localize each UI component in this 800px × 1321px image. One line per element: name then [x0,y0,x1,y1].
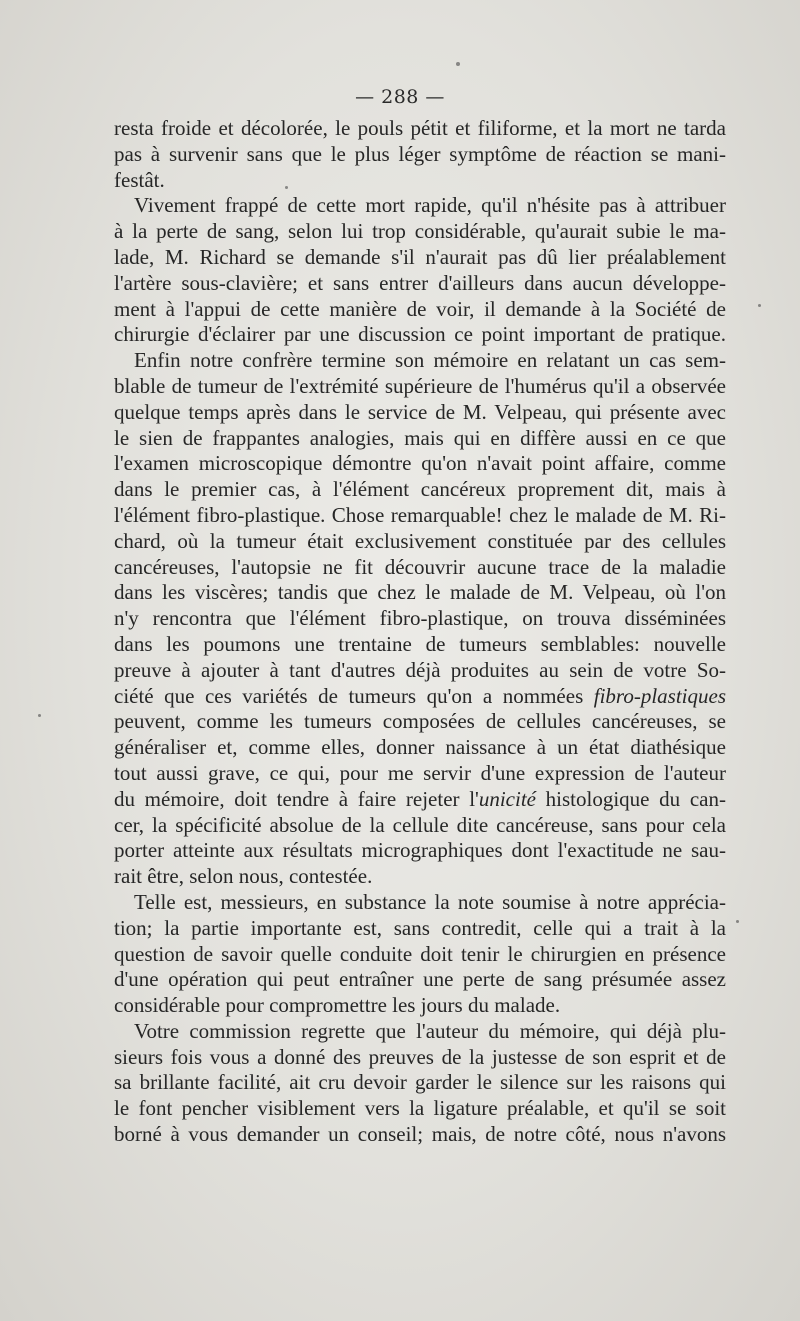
text-line: le sien de frappantes analogies, mais qui en diffère aussi en ce que [114,425,726,450]
text-line: preuve à ajouter à tant d'autres déjà produites au sein de votre So- [114,657,726,682]
text-line: quelque temps après dans le service de M. Velpeau, qui présente avec [114,399,726,424]
text-line: cancéreuses, l'autopsie ne fit découvrir aucune trace de la maladie [114,554,726,579]
text-line: ment à l'appui de cette manière de voir, il demande à la Société de [114,296,726,321]
text-line: l'artère sous-clavière; et sans entrer d'ailleurs dans aucun développe- [114,270,726,295]
text-line: lade, M. Richard se demande s'il n'aurait pas dû lier préalablement [114,244,726,269]
paragraph [114,890,726,1019]
italic-term: fibro-plastiques [593,683,726,708]
text-line: sieurs fois vous a donné des preuves de la justesse de son esprit et de [114,1044,726,1069]
text-line: tout aussi grave, ce qui, pour me servir d'une expression de l'auteur [114,760,726,785]
text-line: sa brillante facilité, ait cru devoir garder le silence sur les raisons qui [114,1070,726,1095]
text-line: n'y rencontra que l'élément fibro-plastique, on trouva disséminées [114,606,726,631]
text-line: généraliser et, comme elles, donner naissance à un état diathésique [114,735,726,760]
text-line: rait être, selon nous, contestée. [114,864,373,889]
text-line: l'élément fibro-plastique. Chose remarquable! chez le malade de M. Ri- [114,502,726,527]
text-line: le font pencher visiblement vers la ligature préalable, et qu'il se soit [114,1096,726,1121]
text-line: Vivement frappé de cette mort rapide, qu'il n'hésite pas à attribuer [134,193,726,218]
text-line: question de savoir quelle conduite doit tenir le chirurgien en présence [114,941,726,966]
text-line: chard, où la tumeur était exclusivement constituée par des cellules [114,528,726,553]
text-line: porter atteinte aux résultats micrographiques dont l'exactitude ne sau- [114,838,726,863]
text-line: blable de tumeur de l'extrémité supérieure de l'humérus qu'il a observée [114,373,726,398]
text-line: du mémoire, doit tendre à faire rejeter l'unicité histologique du can- [114,786,726,811]
text-line: dans les poumons une trentaine de tumeurs semblables: nouvelle [114,631,726,656]
text-line: pas à survenir sans que le plus léger symptôme de réaction se mani- [114,141,726,166]
body-text [114,116,726,1148]
paragraph [114,348,726,890]
text-line: Telle est, messieurs, en substance la note soumise à notre apprécia- [134,889,726,914]
text-line: cer, la spécificité absolue de la cellule dite cancéreuse, sans pour cela [114,812,726,837]
scan-speck [758,304,761,307]
scan-speck [456,62,460,66]
text-line: à la perte de sang, selon lui trop considérable, qu'aurait subie le ma- [114,219,726,244]
text-line: chirurgie d'éclairer par une discussion ce point important de pratique. [114,322,726,347]
text-line: ciété que ces variétés de tumeurs qu'on a nommées fibro-plastiques [114,683,726,708]
text-line: considérable pour compromettre les jours du malade. [114,993,561,1018]
text-line: l'examen microscopique démontre qu'on n'avait point affaire, comme [114,451,726,476]
scan-speck [38,714,41,717]
text-line: tion; la partie importante est, sans contredit, celle qui a trait à la [114,915,726,940]
paragraph [114,193,726,348]
text-line: Enfin notre confrère termine son mémoire en relatant un cas sem- [134,348,726,373]
text-line: peuvent, comme les tumeurs composées de cellules cancéreuses, se [114,709,726,734]
paragraph [114,116,726,193]
text-line: festât. [114,167,165,192]
text-line: dans le premier cas, à l'élément cancéreux proprement dit, mais à [114,477,726,502]
text-line: d'une opération qui peut entraîner une perte de sang présumée assez [114,967,726,992]
scan-speck [736,920,739,923]
text-line: dans les viscères; tandis que chez le malade de M. Velpeau, où l'on [114,580,726,605]
scan-speck [285,186,288,189]
paragraph [114,1019,726,1148]
text-line: borné à vous demander un conseil; mais, de notre côté, nous n'avons [114,1122,726,1147]
text-line: Votre commission regrette que l'auteur du mémoire, qui déjà plu- [134,1018,726,1043]
page-number: — 288 — [355,86,445,108]
text-line: resta froide et décolorée, le pouls pétit et filiforme, et la mort ne tarda [114,116,726,140]
italic-term: unicité [478,786,536,811]
